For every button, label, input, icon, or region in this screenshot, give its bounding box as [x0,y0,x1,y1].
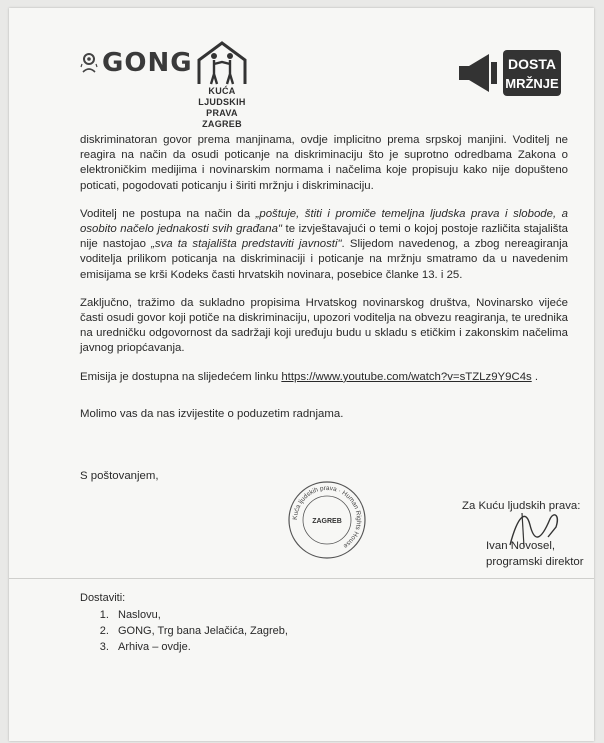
gong-logo-text: GONG [102,48,193,78]
house-logo-line-1: KUĆA [208,86,236,96]
stamp-ring-text: Kuća ljudskih prava · Human Rights House [291,484,363,550]
paragraph-4-end: . [531,370,539,383]
paragraph-4-text: Emisija je dostupna na slijedećem linku [80,370,282,383]
paragraph-4 [80,370,568,385]
signatory-name: Ivan Novosel, [486,540,556,552]
salutation: S poštovanjem, [80,470,159,482]
dosta-mrznje-logo [455,46,565,102]
signatory-for: Za Kuću ljudskih prava: [462,500,581,512]
signatory-title: programski direktor [486,556,584,568]
distribution-list [80,590,288,655]
distribution-item: 3. Arhiva – ovdje. [112,639,288,655]
youtube-link[interactable]: https://www.youtube.com/watch?v=sTZLz9Y9C4s [281,370,532,383]
gong-logo [80,48,193,78]
dosta-logo-line-1: DOSTA [508,56,556,72]
paragraph-1: diskriminatoran govor prema manjinama, ovdje implicitno prema srpskoj manjini. Voditelj ne reagira na način da osudi poticanje na diskriminaciju što je suprotno odredbama Zakona o elektroničkim medijima i novinarskim normama i načelima koje propisuju kako nije dopušteno poticati, pogodovati poticanju i širiti mržnju i diskriminaciju. [80,134,568,192]
dosta-logo-line-2: MRŽNJE [505,76,559,91]
letter-body [80,133,568,435]
stamp-center-text: ZAGREB [312,518,342,525]
distribution-item: 1. Naslovu, [112,607,288,623]
paragraph-2-quote-a: „poštuje, štiti i promiče temeljna ljudska prava i slobode, a osobito načelo jednakosti svih građana" [80,207,568,236]
paragraph-2-text-c: . Slijedom navedenog, a zbog nereagiranja voditelja prilikom poticanja na diskriminaciji i poticanje na mržnju smatramo da u navedenim emisijama se krši Kodeks časti hrvatskih novinara, posebice članke 13. i 25. [80,238,568,281]
page-fold-line [9,578,594,579]
distribution-item: 2. GONG, Trg bana Jelačića, Zagreb, [112,623,288,639]
paragraph-2-quote-b: „sva ta stajališta predstaviti javnosti" [151,238,342,251]
paragraph-2 [80,207,568,283]
paragraph-3: Zaključno, tražimo da sukladno propisima Hrvatskog novinarskog društva, Novinarsko vijeće časti osudi govor koji potiče na diskriminaciju, upozori voditelja na obvezu reagiranja, te urednika na uredničku odgovornost da sadržaji koji uređuju budu u skladu s etičkim i zakonskim načelima javnog priopćavanja. [80,296,568,355]
gong-mark-icon [80,52,98,74]
house-icon [195,40,249,86]
house-logo-line-3: ZAGREB [202,119,242,129]
house-logo [182,40,262,130]
official-stamp [287,480,367,560]
paragraph-2-text-b: te izvještavajući o temi o kojoj postoje različita stajališta nije nastojao [80,223,568,251]
paragraph-2-text-a: Voditelj ne postupa na način da [80,207,256,220]
house-logo-line-2: LJUDSKIH PRAVA [198,97,246,118]
paragraph-5: Molimo vas da nas izvijestite o poduzetim radnjama. [80,407,344,420]
distribution-title: Dostaviti: [80,592,126,604]
